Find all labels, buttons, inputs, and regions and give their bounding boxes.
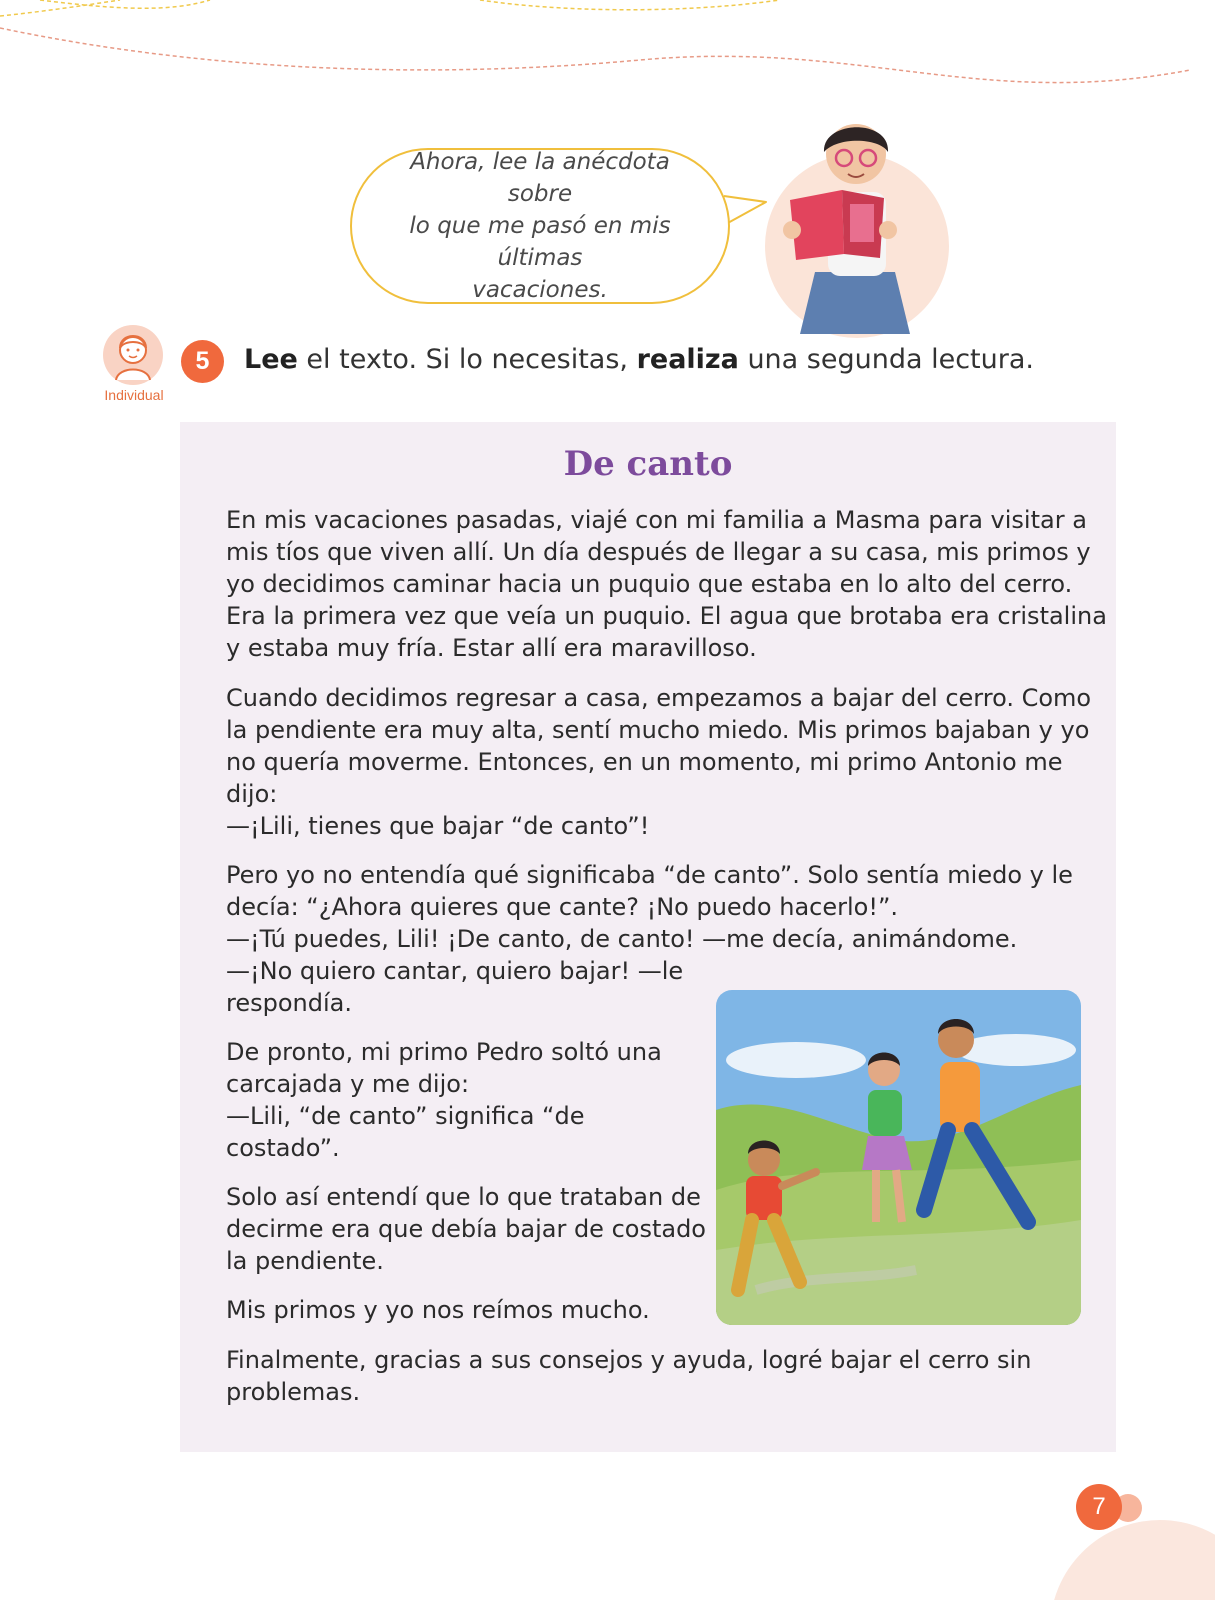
speech-bubble-text xyxy=(375,146,705,306)
text-line: —¡No quiero cantar, quiero bajar! —le xyxy=(226,957,684,985)
text-line: Era la primera vez que veía un puquio. El agua que brotaba era cristalina xyxy=(226,602,1107,630)
text-line: Mis primos y yo nos reímos mucho. xyxy=(226,1296,650,1324)
girl-reading-illustration xyxy=(760,112,955,342)
text-line: Solo así entendí que lo que trataban de xyxy=(226,1183,701,1211)
text-line: problemas. xyxy=(226,1378,361,1406)
text-line: no quería moverme. Entonces, en un momento, mi primo Antonio me xyxy=(226,748,1063,776)
text-line: De pronto, mi primo Pedro soltó una xyxy=(226,1038,662,1066)
children-on-hill-illustration xyxy=(716,990,1081,1325)
text-line: —¡Lili, tienes que bajar “de canto”! xyxy=(226,812,650,840)
paragraph xyxy=(226,1294,650,1326)
text-line: —¡Tú puedes, Lili! ¡De canto, de canto! —me decía, animándome. xyxy=(226,925,1018,953)
text-line: decía: “¿Ahora quieres que cante? ¡No puedo hacerlo!”. xyxy=(226,893,899,921)
text-line: la pendiente era muy alta, sentí mucho miedo. Mis primos bajaban y yo xyxy=(226,716,1090,744)
text-line: Finalmente, gracias a sus consejos y ayuda, logré bajar el cerro sin xyxy=(226,1346,1032,1374)
activity-number-badge: 5 xyxy=(181,340,224,383)
text-line: yo decidimos caminar hacia un puquio que estaba en lo alto del cerro. xyxy=(226,570,1073,598)
individual-mode-label: Individual xyxy=(104,387,164,403)
text-line: —Lili, “de canto” significa “de xyxy=(226,1102,585,1130)
text-line: dijo: xyxy=(226,780,278,808)
text-line: decirme era que debía bajar de costado xyxy=(226,1215,706,1243)
paragraph xyxy=(226,1036,662,1164)
speech-bubble xyxy=(350,148,730,304)
activity-instruction xyxy=(244,344,1034,375)
text-line: y estaba muy fría. Estar allí era maravilloso. xyxy=(226,634,757,662)
paragraph xyxy=(226,1181,706,1277)
text-line: respondía. xyxy=(226,989,352,1017)
instruction-text-end: una segunda lectura. xyxy=(738,344,1034,375)
text-line: costado”. xyxy=(226,1134,340,1162)
text-line: carcajada y me dijo: xyxy=(226,1070,470,1098)
bubble-line: Ahora, lee la anécdota sobre xyxy=(410,149,670,207)
reading-title: De canto xyxy=(563,444,733,484)
paragraph xyxy=(226,682,1091,842)
top-wave-decoration xyxy=(0,0,1215,110)
individual-student-icon xyxy=(102,324,164,386)
text-line: la pendiente. xyxy=(226,1247,384,1275)
bubble-line: vacaciones. xyxy=(472,277,608,303)
paragraph xyxy=(226,504,1107,664)
paragraph xyxy=(226,1344,1031,1408)
text-line: Cuando decidimos regresar a casa, empezamos a bajar del cerro. Como xyxy=(226,684,1092,712)
text-line: mis tíos que viven allí. Un día después de llegar a su casa, mis primos y xyxy=(226,538,1091,566)
text-line: Pero yo no entendía qué significaba “de canto”. Solo sentía miedo y le xyxy=(226,861,1073,889)
instruction-verb-realiza: realiza xyxy=(636,344,739,375)
instruction-verb-lee: Lee xyxy=(244,344,298,375)
page-number-badge: 7 xyxy=(1076,1484,1122,1530)
text-line: En mis vacaciones pasadas, viajé con mi familia a Masma para visitar a xyxy=(226,506,1087,534)
instruction-text: el texto. Si lo necesitas, xyxy=(297,344,637,375)
bubble-line: lo que me pasó en mis últimas xyxy=(409,213,671,271)
